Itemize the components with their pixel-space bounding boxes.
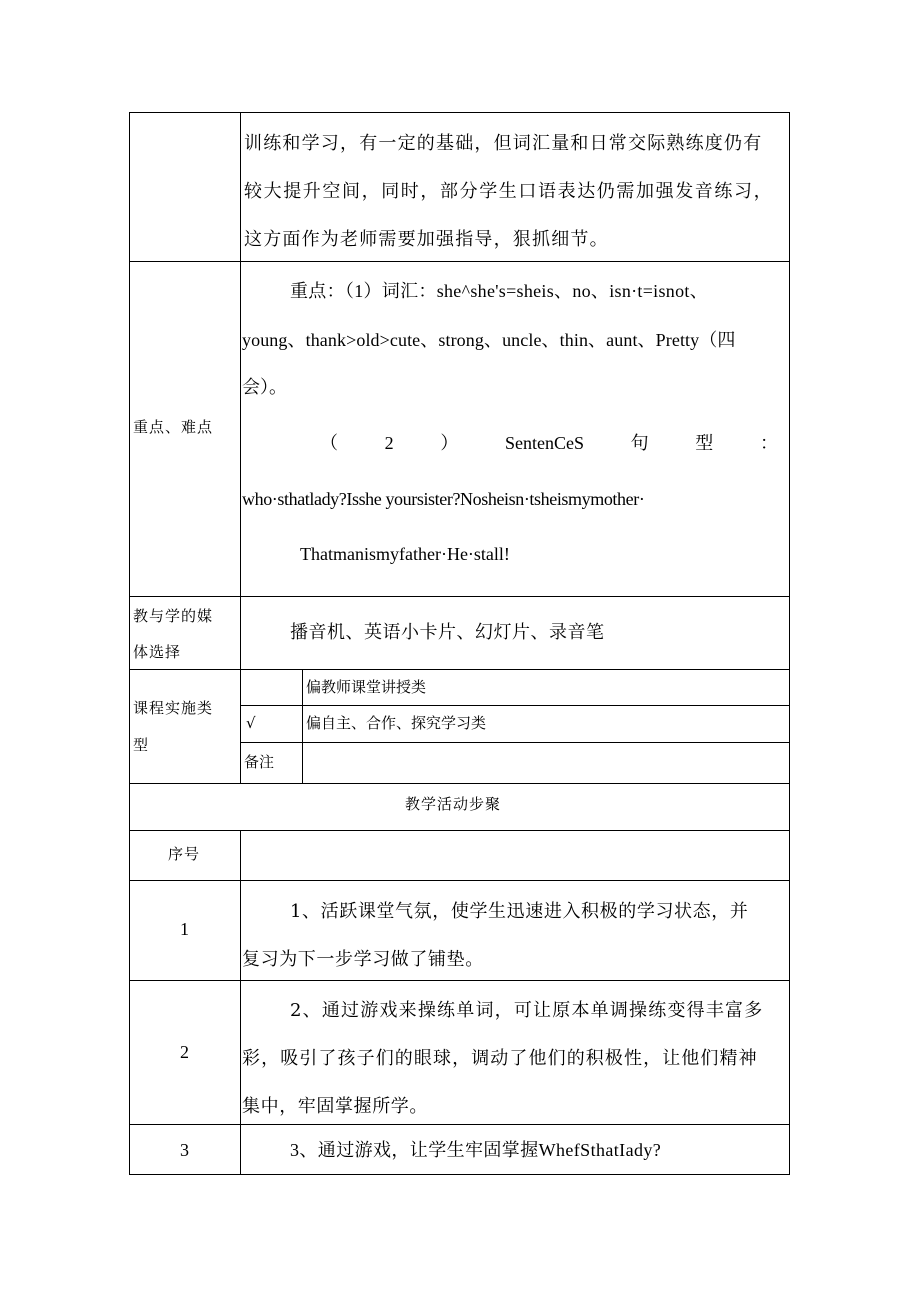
step-text-line: 3、通过游戏，让学生牢固掌握WhefSthatIady? xyxy=(290,1140,662,1160)
checkmark-column-divider xyxy=(302,669,303,783)
step-number: 1 xyxy=(180,919,189,939)
token: 型 xyxy=(695,433,714,453)
table-border-top xyxy=(129,112,790,113)
row-divider xyxy=(240,742,790,743)
course-type-option-2: 偏自主、合作、探究学习类 xyxy=(306,714,487,732)
table-border-right xyxy=(789,112,790,1174)
row-divider xyxy=(129,880,790,881)
row-divider xyxy=(129,596,790,597)
course-type-option-1: 偏教师课堂讲授类 xyxy=(306,678,427,696)
row-divider xyxy=(129,980,790,981)
course-type-label-line-1: 课程实施类 xyxy=(133,699,214,717)
step-text-line: 1、活跃课堂气氛，使学生迅速进入积极的学习状态，并 xyxy=(290,901,749,922)
table-border-left xyxy=(129,112,130,1174)
analysis-line-1: 训练和学习，有一定的基础，但词汇量和日常交际熟练度仍有 xyxy=(244,133,763,154)
key-points-line-2: young、thank>old>cute、strong、uncle、thin、aunt、Pretty（四 xyxy=(242,330,736,350)
step-text-line: 复习为下一步学习做了铺垫。 xyxy=(242,949,484,970)
row-divider xyxy=(129,261,790,262)
key-points-line-3: 会）。 xyxy=(242,377,287,398)
key-points-line-1: 重点：（1）词汇：she^she's=sheis、no、isn·t=isnot、 xyxy=(290,281,708,301)
step-number: 3 xyxy=(180,1140,189,1160)
row-divider xyxy=(129,669,790,670)
token: ） xyxy=(440,433,459,453)
step-text-line: 集中，牢固掌握所学。 xyxy=(242,1096,428,1117)
key-points-line-6: Thatmanismyfather·He·stall! xyxy=(300,544,510,564)
token: ： xyxy=(759,433,778,453)
token: SentenCeS xyxy=(504,433,584,453)
row-divider xyxy=(129,830,790,831)
step-number: 2 xyxy=(180,1042,189,1062)
media-value: 播音机、英语小卡片、幻灯片、录音笔 xyxy=(290,622,605,643)
sequence-header: 序号 xyxy=(168,845,201,863)
row-divider xyxy=(129,1124,790,1125)
course-type-label-line-2: 型 xyxy=(133,736,150,754)
column-divider xyxy=(240,112,241,783)
key-points-label: 重点、难点 xyxy=(133,418,214,436)
step-text-line: 彩，吸引了孩子们的眼球，调动了他们的积极性，让他们精神 xyxy=(242,1048,758,1069)
step-text-line: 2、通过游戏来操练单词，可让原本单调操练变得丰富多 xyxy=(290,1000,764,1021)
row-divider xyxy=(129,783,790,784)
analysis-line-2: 较大提升空间，同时，部分学生口语表达仍需加强发音练习， xyxy=(244,181,774,202)
column-divider xyxy=(240,830,241,1174)
note-label: 备注 xyxy=(244,753,275,771)
activity-title: 教学活动步聚 xyxy=(405,795,502,813)
checkmark: √ xyxy=(246,714,256,732)
row-divider xyxy=(240,705,790,706)
table-border-bottom xyxy=(129,1174,790,1175)
analysis-line-3: 这方面作为老师需要加强指导，狠抓细节。 xyxy=(244,229,609,250)
token: 句 xyxy=(630,433,649,453)
media-label-line-1: 教与学的媒 xyxy=(133,607,214,625)
key-points-line-5: who·sthatlady?Isshe yoursister?Nosheisn·tsheismymother· xyxy=(242,489,645,509)
media-label-line-2: 体选择 xyxy=(133,643,182,661)
token: （ xyxy=(320,433,338,453)
token: 2 xyxy=(384,433,394,453)
key-points-line-4 xyxy=(320,434,778,452)
